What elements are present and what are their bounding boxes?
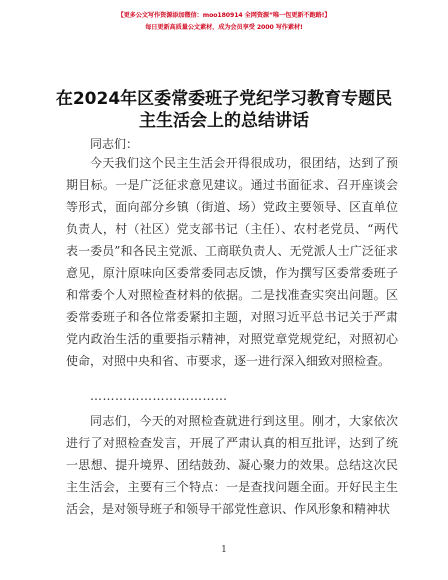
body-paragraph-2: 同志们，今天的对照检查就进行到这里。刚才，大家依次进行了对照检查发言，开展了严肃认真的相互批评，达到了统一思想、提升境界、团结鼓劲、凝心聚力的效果。总结这次民主生活会，主要有三个特点：一是查找问题全面。开好民主生活会，是对领导班子和领导干部党性意识、作风形象和精神状: [66, 414, 398, 516]
document-title: 在2024年区委常委班子党纪学习教育专题民主生活会上的总结讲话: [55, 89, 393, 131]
body-paragraph-1: 今天我们这个民主生活会开得很成功，很团结，达到了预期目标。一是广泛征求意见建议。通过书面征求、召开座谈会等形式，面向部分乡镇（街道、场）党政主要领导、区直单位负责人，村（社区）党支部书记（主任）、农村老党员、“两代表一委员”和各民主党派、工商联负责人、无党派人士广泛征求意见，原汁原味向区委常委同志反馈，作为撰写区委常委班子和常委个人对照检查材料的依据。二是找准查实突出问题。区委常委班子和各位常委紧扣主题，对照习近平总书记关于严肃党内政治生活的重要指示精神，对照党章党规党纪，对照初心使命，对照中央和省、市要求，逐一进行深入细致对照检查。: [66, 156, 398, 368]
page-number: 1: [221, 545, 227, 555]
ellipsis-divider: ……………………………: [90, 389, 228, 403]
promo-banner-line-1: 【更多公文写作资源添加微信：moo180914 全网资源”唯一包更新不跑路!】: [117, 12, 331, 19]
salutation: 同志们：: [90, 137, 139, 151]
promo-banner-line-2: 每日更新高质量公文素材，成为会员享受 2000 写作素材!: [145, 24, 303, 31]
